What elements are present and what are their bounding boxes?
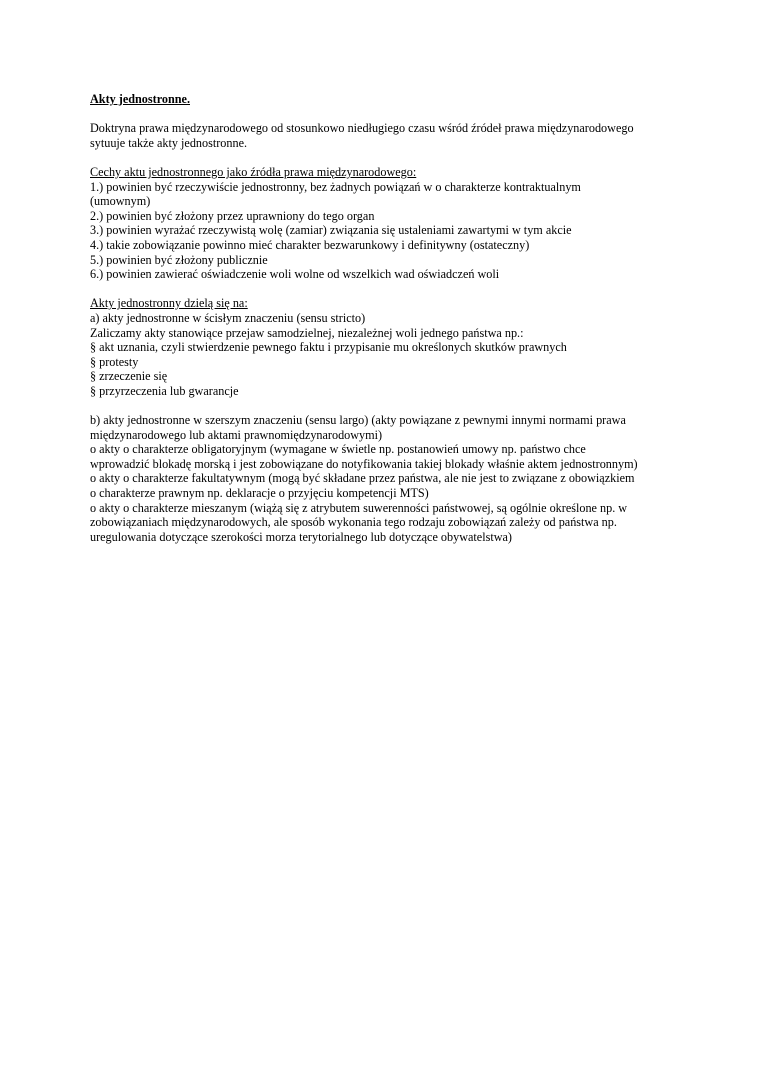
division-b-line: międzynarodowego lub aktami prawnomiędzynarodowymi)	[90, 427, 383, 442]
document-body	[90, 92, 680, 544]
spacer	[90, 398, 680, 413]
division-b-line: o charakterze prawnym np. deklaracje o przyjęciu kompetencji MTS)	[90, 486, 429, 501]
intro-line: Doktryna prawa międzynarodowego od stosunkowo niedługiego czasu wśród źródeł prawa międzynarodowego	[90, 121, 634, 136]
division-a-section	[90, 311, 680, 399]
features-list	[90, 180, 680, 282]
features-heading: Cechy aktu jednostronnego jako źródła prawa międzynarodowego:	[90, 164, 417, 179]
division-a-bullet: § akt uznania, czyli stwierdzenie pewnego faktu i przypisanie mu określonych skutków prawnych	[90, 340, 567, 355]
spacer	[90, 150, 680, 165]
division-heading: Akty jednostronny dzielą się na:	[90, 296, 248, 311]
spacer	[90, 282, 680, 297]
division-b-line: zobowiązaniach międzynarodowych, ale sposób wykonania tego rodzaju zobowiązań zależy od państwa np.	[90, 515, 617, 530]
document-title: Akty jednostronne.	[90, 92, 190, 106]
intro-line: sytuuje także akty jednostronne.	[90, 135, 248, 150]
division-b-line: b) akty jednostronne w szerszym znaczeniu (sensu largo) (akty powiązane z pewnymi innymi normami prawa	[90, 413, 626, 428]
division-a-line: Zaliczamy akty stanowiące przejaw samodzielnej, niezależnej woli jednego państwa np.:	[90, 325, 524, 340]
division-b-line: o akty o charakterze fakultatywnym (mogą być składane przez państwa, ale nie jest to związane z obowiązkiem	[90, 471, 635, 486]
division-b-line: wprowadzić blokadę morską i jest zobowiązane do notyfikowania takiej blokady właśnie aktem jednostronnym)	[90, 456, 638, 471]
feature-item: 2.) powinien być złożony przez uprawniony do tego organ	[90, 208, 375, 223]
feature-item: 5.) powinien być złożony publicznie	[90, 252, 268, 267]
feature-item: 3.) powinien wyrażać rzeczywistą wolę (zamiar) związania się ustaleniami zawartymi w tym akcie	[90, 223, 572, 238]
intro-paragraph	[90, 121, 680, 150]
feature-item: 4.) takie zobowiązanie powinno mieć charakter bezwarunkowy i definitywny (ostateczny)	[90, 237, 530, 252]
feature-item: 1.) powinien być rzeczywiście jednostronny, bez żadnych powiązań w o charakterze kontraktualnym	[90, 179, 581, 194]
division-b-line: o akty o charakterze mieszanym (wiążą się z atrybutem suwerenności państwowej, są ogólnie określone np. w	[90, 500, 628, 515]
feature-item: (umownym)	[90, 194, 151, 209]
spacer	[90, 107, 680, 122]
division-b-line: o akty o charakterze obligatoryjnym (wymagane w świetle np. postanowień umowy np. państwo chce	[90, 442, 586, 457]
division-b-section	[90, 413, 680, 544]
feature-item: 6.) powinien zawierać oświadczenie woli wolne od wszelkich wad oświadczeń woli	[90, 267, 500, 282]
division-a-bullet: § zrzeczenie się	[90, 369, 168, 384]
division-a-bullet: § przyrzeczenia lub gwarancje	[90, 383, 239, 398]
division-a-line: a) akty jednostronne w ścisłym znaczeniu (sensu stricto)	[90, 310, 366, 325]
division-a-bullet: § protesty	[90, 354, 139, 369]
division-b-line: uregulowania dotyczące szerokości morza terytorialnego lub dotyczące obywatelstwa)	[90, 529, 512, 544]
